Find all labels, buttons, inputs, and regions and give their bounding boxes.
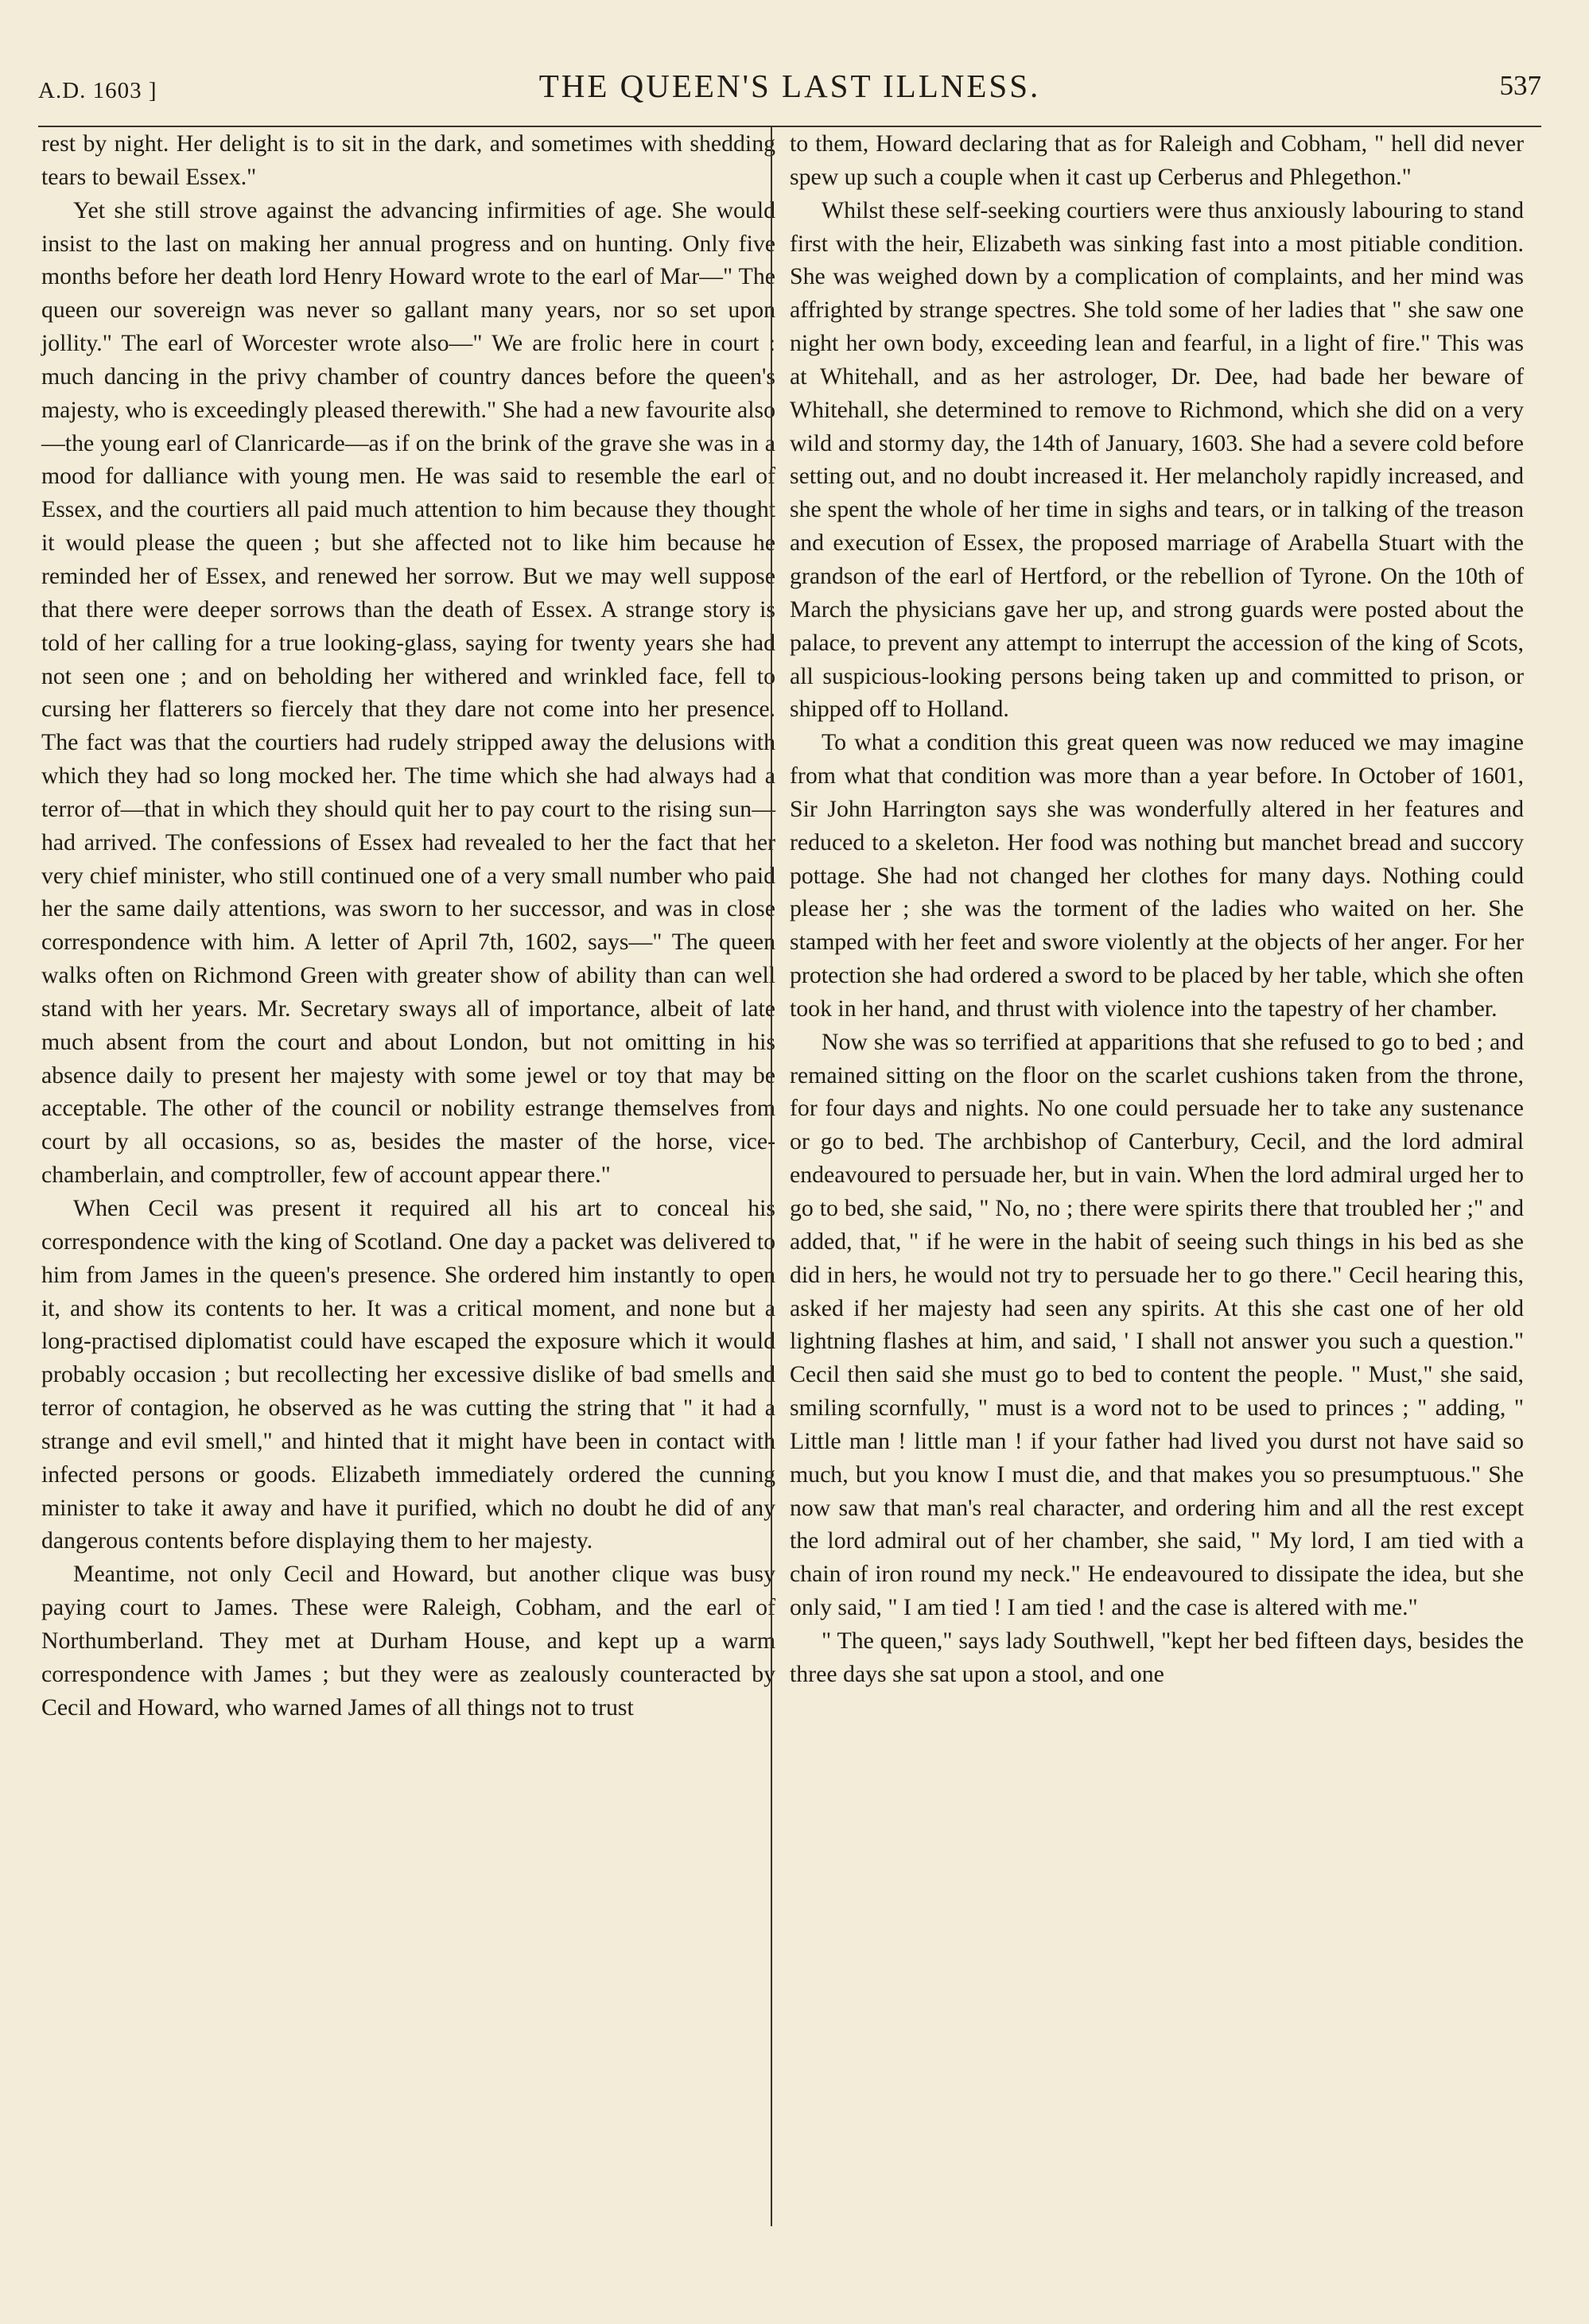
paragraph: Whilst these self-seeking courtiers were thus anxiously labouring to stand first with the heir, Elizabeth was sinking fast into a most pitiable condition. She was weighed down by a complication of complaints, and her mind was affrighted by strange spectres. She told some of her ladies that " she saw one night her own body, exceeding lean and fearful, in a light of fire." This was at Whitehall, and as her astrologer, Dr. Dee, had bade her beware of Whitehall, she determined to remove to Richmond, which she did on a very wild and stormy day, the 14th of January, 1603. She had a severe cold before setting out, and no doubt increased it. Her melancholy rapidly increased, and she spent the whole of her time in sighs and tears, or in talking of the treason and execution of Essex, the proposed marriage of Arabella Stuart with the grandson of the earl of Hertford, or the rebellion of Tyrone. On the 10th of March the physicians gave her up, and strong guards were posted about the palace, to prevent any attempt to interrupt the accession of the king of Scots, all suspicious-looking persons being taken up and committed to prison, or shipped off to Holland. — [790, 196, 1524, 723]
paragraph: rest by night. Her delight is to sit in the dark, and sometimes with shedding tears to bewail Essex." — [41, 130, 775, 190]
paragraph: to them, Howard declaring that as for Raleigh and Cobham, " hell did never spew up such a couple when it cast up Cerberus and Phlegethon." — [790, 130, 1524, 190]
paragraph: Now she was so terrified at apparitions that she refused to go to bed ; and remained sitting on the floor on the scarlet cushions taken from the throne, for four days and nights. No one could persuade her to take any sustenance or go to bed. The archbishop of Canterbury, Cecil, and the lord admiral endeavoured to persuade her, but in vain. When the lord admiral urged her to go to bed, she said, " No, no ; there were spirits there that troubled her ;" and added, that, " if he were in the habit of seeing such things in his bed as she did in hers, he would not try to persuade her to go there." Cecil hearing this, asked if her majesty had seen any spirits. At this she cast one of her old lightning flashes at him, and said, ' I shall not answer you such a question." Cecil then said she must go to bed to content the people. " Must," she said, smiling scornfully, " must is a word not to be used to princes ; " adding, " Little man ! little man ! if your father had lived you durst not have said so much, but you know I must die, and that makes you so presumptuous." She now saw that man's real character, and ordering him and all the rest except the lord admiral out of her chamber, she said, " My lord, I am tied with a chain of iron round my neck." He endeavoured to dissipate the idea, but she only said, " I am tied ! I am tied ! and the case is altered with me." — [790, 1028, 1524, 1621]
year-marker: A.D. 1603 ] — [38, 78, 157, 103]
paragraph: " The queen," says lady Southwell, "kept her bed fifteen days, besides the three days she sat upon a stool, and one — [790, 1627, 1524, 1687]
column-divider — [771, 127, 772, 2226]
paragraph: To what a condition this great queen was now reduced we may imagine from what that condition was more than a year before. In October of 1601, Sir John Harrington says she was wonderfully altered in her features and reduced to a skeleton. Her food was nothing but manchet bread and succory pottage. She had not changed her clothes for many days. Nothing could please her ; she was the torment of the ladies who waited on her. She stamped with her feet and swore violently at the objects of her anger. For her protection she had ordered a sword to be placed by her table, which she often took in her hand, and thrust with violence into the tapestry of her chamber. — [790, 729, 1524, 1022]
left-column — [41, 127, 775, 1725]
paragraph: Yet she still strove against the advancing infirmities of age. She would insist to the last on making her annual progress and on hunting. Only five months before her death lord Henry Howard wrote to the earl of Mar—" The queen our sovereign was never so gallant many years, nor so set upon jollity." The earl of Worcester wrote also—" We are frolic here in court : much dancing in the privy chamber of country dances before the queen's majesty, who is exceedingly pleased therewith." She had a new favourite also—the young earl of Clanricarde—as if on the brink of the grave she was in a mood for dalliance with young men. He was said to resemble the earl of Essex, and the courtiers all paid much attention to him because they thought it would please the queen ; but she affected not to like him because he reminded her of Essex, and renewed her sorrow. But we may well suppose that there were deeper sorrows than the death of Essex. A strange story is told of her calling for a true looking-glass, saying for twenty years she had not seen one ; and on beholding her withered and wrinkled face, fell to cursing her flatterers so fiercely that they dare not come into her presence. The fact was that the courtiers had rudely stripped away the delusions with which they had so long mocked her. The time which she had always had a terror of—that in which they should quit her to pay court to the rising sun—had arrived. The confessions of Essex had revealed to her the fact that her very chief minister, who still continued one of a very small number who paid her the same daily attentions, was sworn to her successor, and was in close correspondence with him. A letter of April 7th, 1602, says—" The queen walks often on Richmond Green with greater show of ability than can well stand with her years. Mr. Secretary sways all of importance, albeit of late much absent from the court and about London, but not omitting in his absence daily to present her majesty with some jewel or toy that may be acceptable. The other of the council or nobility estrange themselves from court by all occasions, so as, besides the master of the horse, vice-chamberlain, and comptroller, few of account appear there." — [41, 196, 775, 1189]
running-header — [38, 67, 1541, 114]
right-column — [790, 127, 1524, 1691]
paragraph: Meantime, not only Cecil and Howard, but another clique was busy paying court to James. These were Raleigh, Cobham, and the earl of Northumberland. They met at Durham House, and kept up a warm correspondence with James ; but they were as zealously counteracted by Cecil and Howard, who warned James of all things not to trust — [41, 1561, 775, 1721]
page-title: THE QUEEN'S LAST ILLNESS. — [538, 68, 1041, 104]
paragraph: When Cecil was present it required all his art to conceal his correspondence with the king of Scotland. One day a packet was delivered to him from James in the queen's presence. She ordered him instantly to open it, and show its contents to her. It was a critical moment, and none but a long-practised diplomatist could have escaped the exposure which it would probably occasion ; but recollecting her excessive dislike of bad smells and terror of contagion, he observed as he was cutting the string that " it had a strange and evil smell," and hinted that it might have been in contact with infected persons or goods. Elizabeth immediately ordered the cunning minister to take it away and have it purified, which no doubt he did of any dangerous contents before displaying them to her majesty. — [41, 1195, 775, 1554]
page-number: 537 — [1499, 70, 1541, 101]
